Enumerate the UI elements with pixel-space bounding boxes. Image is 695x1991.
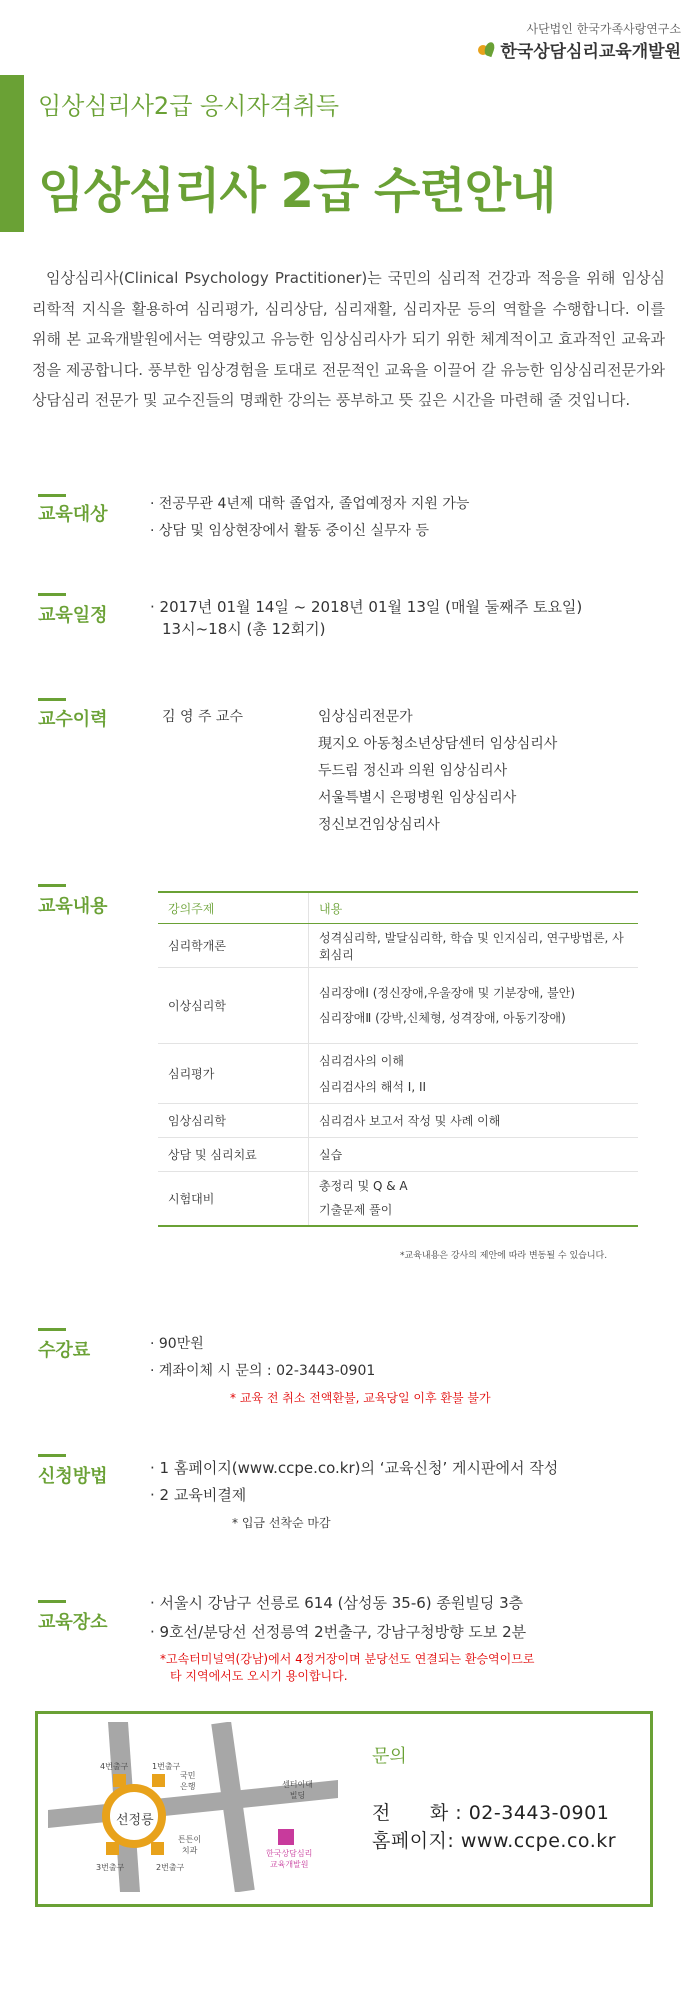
section-marker bbox=[38, 1454, 66, 1457]
row-content-line: 심리장애Ⅱ (강박,신체형, 성격장애, 아동기장애) bbox=[319, 1010, 566, 1025]
leaf-logo-icon bbox=[478, 41, 496, 59]
table-row bbox=[158, 1104, 638, 1138]
row-content: 실습 bbox=[309, 1138, 639, 1172]
contact-phone: 전 화 : 02-3443-0901 bbox=[372, 1802, 610, 1824]
row-content-line: 심리장애Ⅰ (정신장애,우울장애 및 기분장애, 불안) bbox=[319, 985, 576, 1000]
apply-note: * 입금 선착순 마감 bbox=[232, 1516, 331, 1530]
fee-amount: · 90만원 bbox=[150, 1336, 204, 1352]
row-topic: 이상심리학 bbox=[158, 968, 309, 1044]
web-label: 홈페이지 bbox=[372, 1830, 448, 1852]
venue-notice: 타 지역에서도 오시기 용이합니다. bbox=[170, 1669, 348, 1683]
career-item: 서울특별시 은평병원 임상심리사 bbox=[318, 790, 517, 806]
fee-inquiry: · 계좌이체 시 문의 : 02-3443-0901 bbox=[150, 1363, 376, 1379]
row-topic: 시험대비 bbox=[158, 1172, 309, 1226]
row-content bbox=[309, 968, 639, 1044]
section-marker bbox=[38, 1328, 66, 1331]
header-topic: 강의주제 bbox=[158, 893, 309, 924]
table-header-row bbox=[158, 893, 638, 924]
phone-value[interactable]: 02-3443-0901 bbox=[468, 1802, 610, 1824]
org-name-text: 한국상담심리교육개발원 bbox=[500, 42, 681, 62]
header-content: 내용 bbox=[309, 893, 639, 924]
curriculum-table bbox=[158, 891, 638, 1227]
web-link[interactable]: www.ccpe.co.kr bbox=[460, 1830, 617, 1852]
location-map bbox=[48, 1722, 338, 1892]
schedule-hours: 13시~18시 (총 12회기) bbox=[162, 620, 326, 638]
map-exit-label: 2번출구 bbox=[156, 1863, 185, 1872]
table-row bbox=[158, 924, 638, 968]
row-topic: 상담 및 심리치료 bbox=[158, 1138, 309, 1172]
table-row bbox=[158, 1044, 638, 1104]
map-landmark-label: 튼튼이 치과 bbox=[178, 1835, 202, 1855]
map-exit-label: 1번출구 bbox=[152, 1762, 181, 1771]
row-content-line: 기출문제 풀이 bbox=[319, 1203, 393, 1218]
instructor-name: 김 영 주 교수 bbox=[162, 709, 243, 725]
row-content: 성격심리학, 발달심리학, 학습 및 인지심리, 연구방법론, 사회심리 bbox=[309, 924, 639, 968]
accent-bar bbox=[0, 75, 24, 232]
contact-title: 문의 bbox=[372, 1746, 407, 1767]
page-title: 임상심리사 2급 수련안내 bbox=[38, 163, 556, 219]
career-item: 現지오 아동청소년상담센터 임상심리사 bbox=[318, 736, 558, 752]
map-landmark-label: 센터이대 빌딩 bbox=[282, 1780, 313, 1800]
table-row bbox=[158, 1138, 638, 1172]
section-marker bbox=[38, 1600, 66, 1603]
row-content-line: 심리검사의 이해 bbox=[319, 1053, 404, 1068]
section-marker bbox=[38, 698, 66, 701]
venue-notice: *고속터미널역(강남)에서 4정거장이며 분당선도 연결되는 환승역이므로 bbox=[160, 1652, 535, 1666]
map-office-label: 한국상담심리 교육개발원 bbox=[266, 1849, 313, 1869]
row-content: 심리검사 보고서 작성 및 사례 이해 bbox=[309, 1104, 639, 1138]
contact-web: 홈페이지: www.ccpe.co.kr bbox=[372, 1830, 617, 1852]
refund-warning: * 교육 전 취소 전액환불, 교육당일 이후 환불 불가 bbox=[230, 1391, 491, 1405]
section-marker bbox=[38, 884, 66, 887]
map-landmark-label: 국민 은행 bbox=[180, 1771, 196, 1791]
row-content-line: 총정리 및 Q & A bbox=[319, 1179, 408, 1194]
section-marker bbox=[38, 593, 66, 596]
section-label-target: 교육대상 bbox=[38, 504, 108, 525]
row-content bbox=[309, 1044, 639, 1104]
target-item: · 상담 및 임상현장에서 활동 중이신 실무자 등 bbox=[150, 523, 430, 539]
map-station-label: 선정릉 bbox=[116, 1813, 154, 1828]
table-row bbox=[158, 1172, 638, 1226]
row-topic: 심리평가 bbox=[158, 1044, 309, 1104]
section-marker bbox=[38, 494, 66, 497]
apply-step-1: · 1 홈페이지(www.ccpe.co.kr)의 ‘교육신청’ 게시판에서 작성 bbox=[150, 1459, 559, 1477]
schedule-dates: · 2017년 01월 14일 ~ 2018년 01월 13일 (매월 둘째주 토요일) bbox=[150, 598, 583, 616]
venue-address: · 서울시 강남구 선릉로 614 (삼성동 35-6) 종원빌딩 3층 bbox=[150, 1594, 524, 1612]
section-label-fee: 수강료 bbox=[38, 1340, 91, 1361]
section-label-instructor: 교수이력 bbox=[38, 709, 108, 730]
curriculum-grid bbox=[158, 893, 638, 1227]
row-content-line: 심리검사의 해석 I, II bbox=[319, 1079, 427, 1094]
venue-transit: · 9호선/분당선 선정릉역 2번출구, 강남구청방향 도보 2분 bbox=[150, 1623, 527, 1641]
map-exit-label: 3번출구 bbox=[96, 1863, 125, 1872]
phone-label: 전 화 bbox=[372, 1802, 449, 1824]
section-label-curriculum: 교육내용 bbox=[38, 896, 108, 917]
org-subtitle: 사단법인 한국가족사랑연구소 bbox=[526, 22, 681, 36]
career-item: 두드림 정신과 의원 임상심리사 bbox=[318, 763, 508, 779]
org-name bbox=[478, 37, 681, 62]
target-item: · 전공무관 4년제 대학 졸업자, 졸업예정자 지원 가능 bbox=[150, 496, 470, 512]
row-content bbox=[309, 1172, 639, 1226]
career-item: 정신보건임상심리사 bbox=[318, 817, 440, 833]
apply-step-2: · 2 교육비결제 bbox=[150, 1486, 247, 1504]
page-subtitle: 임상심리사2급 응시자격취득 bbox=[38, 92, 340, 120]
curriculum-note: *교육내용은 강사의 제안에 따라 변동될 수 있습니다. bbox=[400, 1251, 608, 1261]
table-row bbox=[158, 968, 638, 1044]
row-topic: 심리학개론 bbox=[158, 924, 309, 968]
section-label-venue: 교육장소 bbox=[38, 1612, 108, 1633]
row-topic: 임상심리학 bbox=[158, 1104, 309, 1138]
section-label-schedule: 교육일정 bbox=[38, 605, 108, 626]
intro-paragraph: 임상심리사(Clinical Psychology Practitioner)는 국민의 심리적 건강과 적응을 위해 임상심리학적 지식을 활용하여 심리평가, 심리상담, 심리재활, 심리자문 등의 역할을 수행합니다. 이를 위해 본 교육개발원에서는 역량있고 유능한 임상심리사가 되기 위한 체계적이고 효과적인 교육과정을 제공합니다. 풍부한 임상경험을 토대로 전문적인 교육을 이끌어 갈 유능한 임상심리전문가와 상담심리 전문가 및 교수진들의 명쾌한 강의는 풍부하고 뜻 깊은 시간을 마련해 줄 것입니다. bbox=[32, 269, 665, 409]
section-label-apply: 신청방법 bbox=[38, 1466, 108, 1487]
career-item: 임상심리전문가 bbox=[318, 709, 413, 725]
map-exit-label: 4번출구 bbox=[100, 1762, 129, 1771]
